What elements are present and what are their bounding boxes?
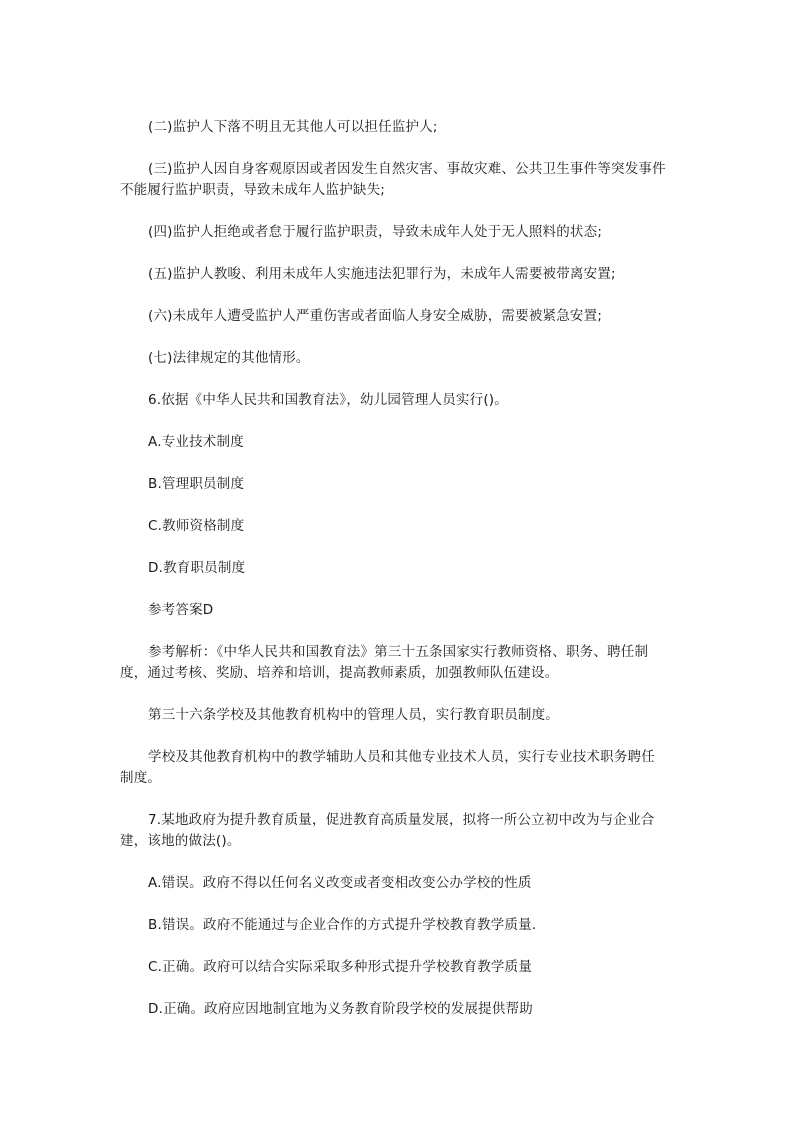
paragraph-other-cases: (七)法律规定的其他情形。	[148, 350, 310, 366]
question-7-option-d: D.正确。政府应因地制宜地为义务教育阶段学校的发展提供帮助	[148, 1001, 533, 1017]
question-6: 6.依据《中华人民共和国教育法》，幼儿园管理人员实行()。	[148, 392, 508, 408]
paragraph-guardian-instigation: (五)监护人教唆、利用未成年人实施违法犯罪行为，未成年人需要被带离安置;	[148, 266, 616, 282]
question-6-option-d: D.教育职员制度	[148, 560, 246, 576]
question-7-option-b: B.错误。政府不能通过与企业合作的方式提升学校教育教学质量.	[148, 917, 537, 933]
question-7-option-a: A.错误。政府不得以任何名义改变或者变相改变公办学校的性质	[148, 875, 532, 891]
paragraph-minor-threatened: (六)未成年人遭受监护人严重伤害或者面临人身安全威胁，需要被紧急安置;	[148, 308, 603, 324]
paragraph-guardian-refusal: (四)监护人拒绝或者怠于履行监护职责，导致未成年人处于无人照料的状态;	[148, 224, 603, 240]
paragraph-guardian-missing: (二)监护人下落不明且无其他人可以担任监护人;	[148, 119, 438, 135]
question-7: 7.某地政府为提升教育质量，促进教育高质量发展，拟将一所公立初中改为与企业合建，该地的做法()。	[120, 812, 655, 849]
article-36-continued: 学校及其他教育机构中的教学辅助人员和其他专业技术人员，实行专业技术职务聘任制度。	[120, 749, 655, 786]
article-36-paragraph: 第三十六条学校及其他教育机构中的管理人员，实行教育职员制度。	[148, 707, 559, 723]
question-6-option-a: A.专业技术制度	[148, 434, 244, 450]
question-6-option-b: B.管理职员制度	[148, 476, 245, 492]
question-7-option-c: C.正确。政府可以结合实际采取多种形式提升学校教育教学质量	[148, 959, 533, 975]
question-6-option-c: C.教师资格制度	[148, 518, 245, 534]
question-6-explanation: 参考解析：《中华人民共和国教育法》第三十五条国家实行教师资格、职务、聘任制度，通过考核、奖励、培养和培训，提高教师素质，加强教师队伍建设。	[120, 644, 649, 681]
document-body	[120, 117, 668, 1020]
paragraph-guardian-objective-reasons: (三)监护人因自身客观原因或者因发生自然灾害、事故灾难、公共卫生事件等突发事件不能履行监护职责，导致未成年人监护缺失;	[120, 161, 666, 198]
question-6-answer: 参考答案D	[148, 602, 214, 618]
